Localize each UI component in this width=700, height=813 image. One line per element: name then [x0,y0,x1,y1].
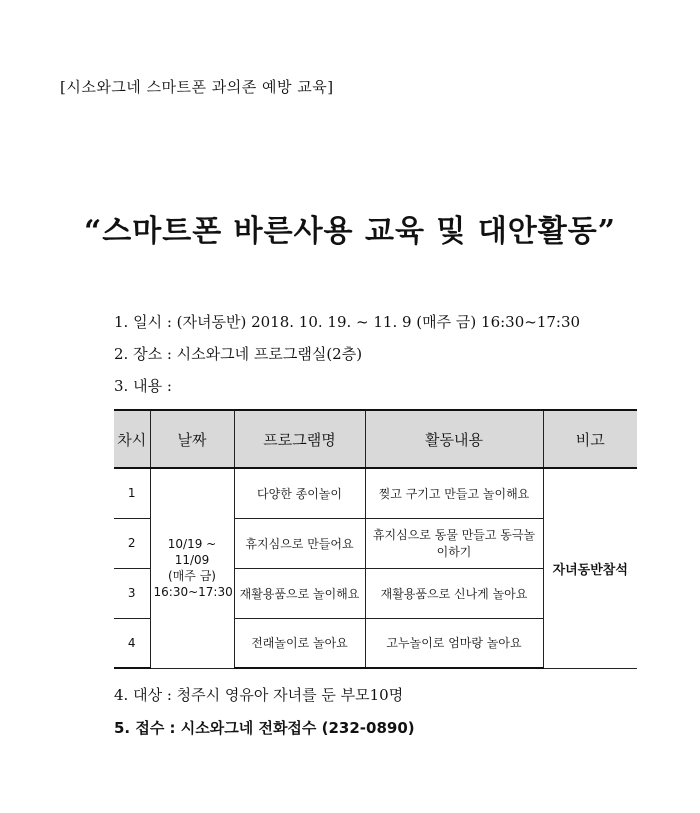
table-row [114,468,637,518]
table-header-row [114,410,637,468]
info-content: 3. 내용 : [114,377,172,395]
activity-content: 찢고 구기고 만들고 놀이해요 [365,468,543,518]
date-cell [150,468,234,668]
program-name: 전래놀이로 놀아요 [234,618,365,668]
info-location: 2. 장소 : 시소와그네 프로그램실(2층) [114,345,363,363]
header-session: 차시 [114,410,150,468]
header-activity: 활동내용 [365,410,543,468]
page-title: “스마트폰 바른사용 교육 및 대안활동” [84,214,616,249]
note-cell: 자녀동반참석 [543,468,637,668]
session-number: 2 [114,518,150,568]
header-tag: [시소와그네 스마트폰 과의존 예방 교육] [60,78,334,96]
program-name: 휴지심으로 만들어요 [234,518,365,568]
info-date: 1. 일시 : (자녀동반) 2018. 10. 19. ~ 11. 9 (매주 금) 16:30~17:30 [114,313,581,331]
session-number: 1 [114,468,150,518]
header-date: 날짜 [150,410,234,468]
date-line: 16:30~17:30 [153,585,233,600]
activity-content: 재활용품으로 신나게 놀아요 [365,568,543,618]
program-name: 재활용품으로 놀이해요 [234,568,365,618]
header-note: 비고 [543,410,637,468]
info-target: 4. 대상 : 청주시 영유아 자녀를 둔 부모10명 [114,686,404,704]
header-program: 프로그램명 [234,410,365,468]
session-number: 4 [114,618,150,668]
activity-content: 고누놀이로 엄마랑 놀아요 [365,618,543,668]
date-line: (매주 금) [168,569,216,584]
program-name: 다양한 종이놀이 [234,468,365,518]
info-registration: 5. 접수 : 시소와그네 전화접수 (232-0890) [114,719,415,737]
schedule-table [114,409,637,669]
session-number: 3 [114,568,150,618]
activity-content: 휴지심으로 동물 만들고 동극놀이하기 [365,518,543,568]
date-line: 11/09 [174,553,210,568]
date-line: 10/19 ~ [167,537,217,552]
